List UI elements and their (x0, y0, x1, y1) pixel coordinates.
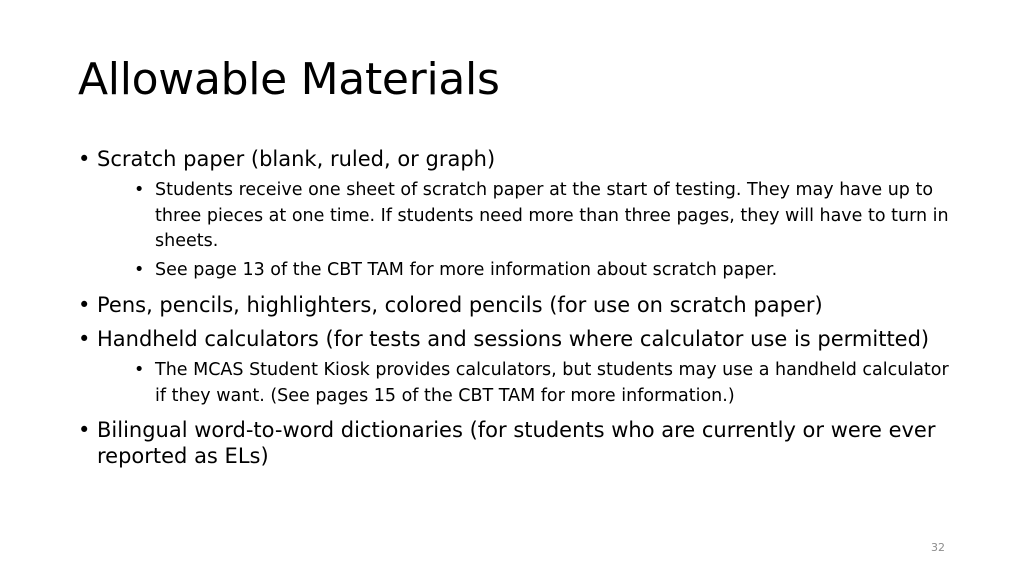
slide-title: Allowable Materials (78, 54, 500, 105)
sub-bullet-dot: • (134, 180, 145, 201)
sub-bullet-scratch-paper-reference (97, 258, 958, 283)
sub-bullet-dot: • (134, 360, 145, 381)
bullet-dot: • (78, 418, 91, 442)
sub-bullet-calculators-kiosk (97, 358, 958, 409)
bullet-dot: • (78, 147, 91, 171)
slide-content (78, 146, 958, 478)
bullet-text: Scratch paper (blank, ruled, or graph) (97, 147, 496, 171)
sub-bullet-text: The MCAS Student Kiosk provides calculators, but students may use a handheld calculator if they want. (See pages 15 of the CBT TAM for more information.) (155, 360, 949, 406)
bullet-text: Handheld calculators (for tests and sessions where calculator use is permitted) (97, 327, 930, 351)
sub-bullet-list (97, 178, 958, 284)
bullet-calculators (78, 326, 958, 409)
sub-bullet-text: Students receive one sheet of scratch paper at the start of testing. They may have up to three pieces at one time. If students need more than three pages, they will have to turn in sheets. (155, 180, 949, 251)
bullet-text: Pens, pencils, highlighters, colored pencils (for use on scratch paper) (97, 292, 823, 317)
sub-bullet-dot: • (134, 260, 145, 281)
bullet-dot: • (78, 292, 91, 317)
bullet-scratch-paper (78, 146, 958, 284)
page-number: 32 (931, 541, 945, 554)
bullet-list (78, 146, 958, 470)
bullet-text: Bilingual word-to-word dictionaries (for students who are currently or were ever reported as ELs) (97, 418, 936, 469)
sub-bullet-scratch-paper-sheets (97, 178, 958, 254)
bullet-dictionaries (78, 417, 958, 470)
sub-bullet-list (97, 358, 958, 409)
bullet-dot: • (78, 327, 91, 351)
sub-bullet-text: See page 13 of the CBT TAM for more information about scratch paper. (155, 260, 778, 281)
bullet-writing-tools (78, 292, 958, 318)
